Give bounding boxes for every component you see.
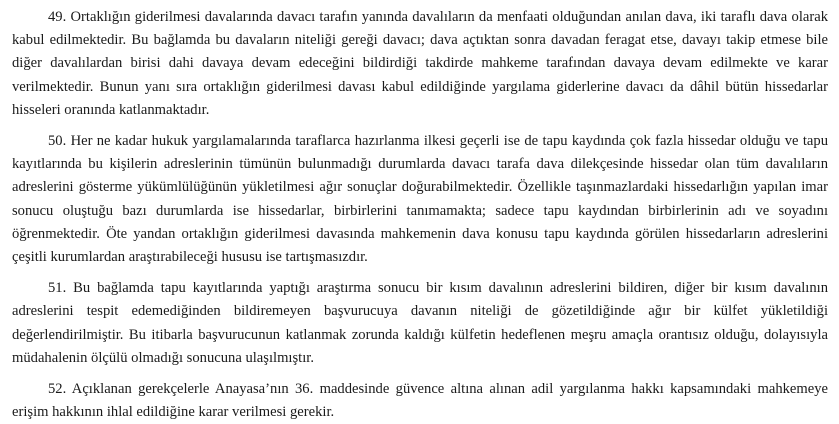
paragraph-49: 49. Ortaklığın giderilmesi davalarında davacı tarafın yanında davalıların da menfaati olduğundan anılan dava, iki taraflı dava olarak kabul edilmektedir. Bu bağlamda bu davaların niteliği gereği davacı; dava açtıktan sonra davadan feragat etse, davayı takip etmese bile diğer davalılardan birisi dahi davaya devam edeceğini bildirdiği takdirde mahkeme tarafından davaya devam edilmekte ve karar verilmektedir. Bunun yanı sıra ortaklığın giderilmesi davası kabul edildiğinde yargılama giderlerine davacı da dâhil bütün hissedarlar hisseleri oranında katlanmaktadır. — [12, 9, 828, 118]
paragraph-50: 50. Her ne kadar hukuk yargılamalarında taraflarca hazırlanma ilkesi geçerli ise de tapu kaydında çok fazla hissedar olduğu ve tapu kayıtlarında bu kişilerin adreslerinin tümünün bulunmadığı durumlarda davacı tarafa dava dilekçesinde hissedar olan tüm davalıların adreslerini gösterme yükümlülüğünün yükletilmesi ağır sonuçlar doğurabilmektedir. Özellikle taşınmazlardaki hissedarlığın yapılan imar sonucu oluştuğu bazı durumlarda ise hissedarlar, birbirlerini tanımamakta; sadece tapu kaydından birbirlerinin adı ve soyadını öğrenmektedir. Öte yandan ortaklığın giderilmesi davasında mahkemenin dava konusu tapu kaydında görülen hissedarların adreslerini çeşitli kurumlardan araştırabileceği hususu ise tartışmasızdır. — [12, 133, 828, 266]
paragraph-52: 52. Açıklanan gerekçelerle Anayasa’nın 36. maddesinde güvence altına alınan adil yargılanma hakkı kapsamındaki mahkemeye erişim hakkının ihlal edildiğine karar verilmesi gerekir. — [12, 381, 828, 421]
paragraph-51: 51. Bu bağlamda tapu kayıtlarında yaptığı araştırma sonucu bir kısım davalının adreslerini bildiren, diğer bir kısım davalının adreslerini tespit edemediğinden bildiremeyen başvurucuya davanın niteliği de gözetildiğinde ağır bir külfet yükletildiği değerlendirilmiştir. Bu itibarla başvurucunun katlanmak zorunda kaldığı külfetin hedeflenen meşru amaçla orantısız olduğu, dolayısıyla müdahalenin ölçülü olmadığı sonucuna ulaşılmıştır. — [12, 280, 828, 366]
